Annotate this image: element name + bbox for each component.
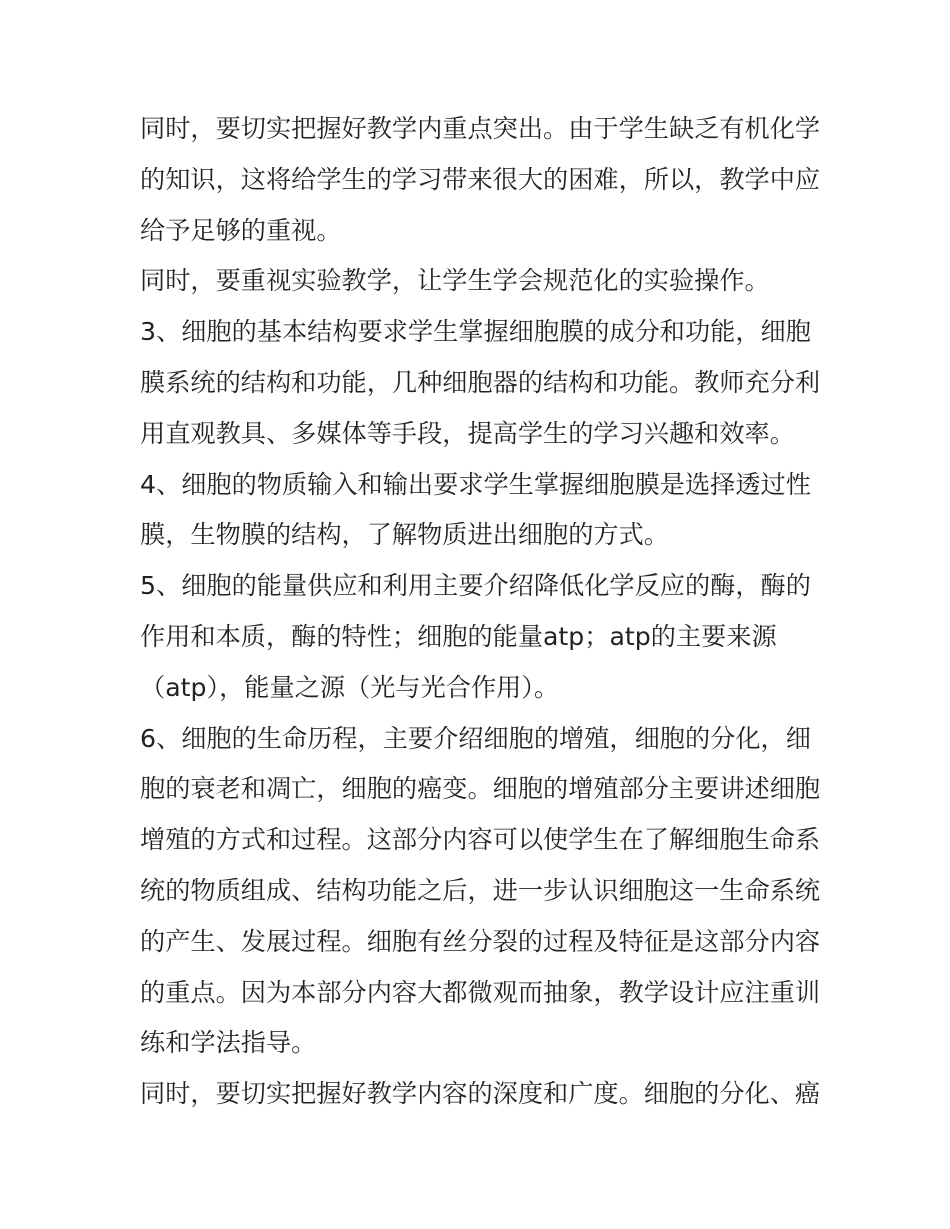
text-line: 3、细胞的基本结构要求学生掌握细胞膜的成分和功能，细胞 <box>140 317 811 347</box>
text-line: 用直观教具、多媒体等手段，提高学生的学习兴趣和效率。 <box>140 418 795 448</box>
text-line: 胞的衰老和凋亡，细胞的癌变。细胞的增殖部分主要讲述细胞 <box>140 774 821 804</box>
text-line: 作用和本质，酶的特性；细胞的能量atp；atp的主要来源 <box>140 621 777 651</box>
text-line: 5、细胞的能量供应和利用主要介绍降低化学反应的酶，酶的 <box>140 571 811 601</box>
text-line: 膜，生物膜的结构，了解物质进出细胞的方式。 <box>140 520 669 550</box>
text-line: 膜系统的结构和功能，几种细胞器的结构和功能。教师充分利 <box>140 367 821 397</box>
document-body <box>140 104 820 1120</box>
text-line: 同时，要切实把握好教学内容的深度和广度。细胞的分化、癌 <box>140 1079 821 1109</box>
text-line: 4、细胞的物质输入和输出要求学生掌握细胞膜是选择透过性 <box>140 469 811 499</box>
text-line: 给予足够的重视。 <box>140 215 342 245</box>
text-line: 6、细胞的生命历程，主要介绍细胞的增殖，细胞的分化，细 <box>140 723 811 753</box>
text-line: 增殖的方式和过程。这部分内容可以使学生在了解细胞生命系 <box>140 825 821 855</box>
text-line: 练和学法指导。 <box>140 1028 317 1058</box>
text-line: 的知识，这将给学生的学习带来很大的困难，所以，教学中应 <box>140 164 821 194</box>
text-line: （atp），能量之源（光与光合作用）。 <box>140 672 560 702</box>
text-line: 的产生、发展过程。细胞有丝分裂的过程及特征是这部分内容 <box>140 926 821 956</box>
text-line: 同时，要重视实验教学，让学生学会规范化的实验操作。 <box>140 266 770 296</box>
text-line: 统的物质组成、结构功能之后，进一步认识细胞这一生命系统 <box>140 875 821 905</box>
text-line: 的重点。因为本部分内容大都微观而抽象，教学设计应注重训 <box>140 977 821 1007</box>
text-line: 同时，要切实把握好教学内重点突出。由于学生缺乏有机化学 <box>140 114 821 143</box>
